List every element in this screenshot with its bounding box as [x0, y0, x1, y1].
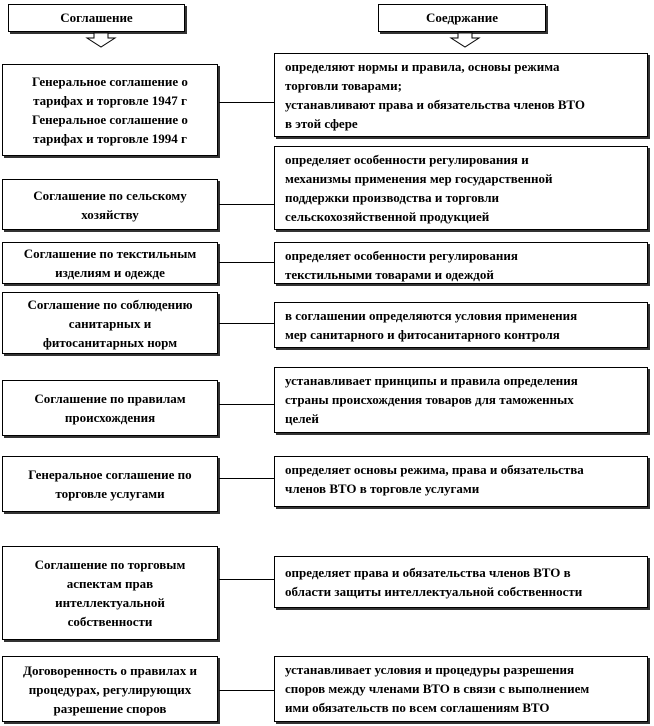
- content-box-textiles: определяет особенности регулирования текстильными товарами и одеждой: [274, 242, 648, 284]
- agreement-box-gatt: Генеральное соглашение о тарифах и торговле 1947 г Генеральное соглашение о тарифах и торговле 1994 г: [2, 64, 218, 156]
- content-box-origin: устанавливает принципы и правила определения страны происхождения товаров для таможенных целей: [274, 367, 648, 433]
- agreement-box-origin: Соглашение по правилам происхождения: [2, 380, 218, 436]
- connector-line: [219, 478, 274, 479]
- content-box-trips: определяет права и обязательства членов ВТО в области защиты интеллектуальной собственности: [274, 556, 648, 608]
- agreement-box-trips: Соглашение по торговым аспектам прав интеллектуальной собственности: [2, 546, 218, 640]
- agreement-box-disputes: Договоренность о правилах и процедурах, регулирующих разрешение споров: [2, 656, 218, 722]
- connector-line: [219, 404, 274, 405]
- header-agreement: Соглашение: [8, 4, 185, 32]
- content-box-services: определяет основы режима, права и обязательства членов ВТО в торговле услугами: [274, 456, 648, 507]
- connector-line: [219, 102, 274, 103]
- agreement-box-services: Генеральное соглашение по торговле услугами: [2, 456, 218, 512]
- connector-line: [219, 579, 274, 580]
- header-content: Соедржание: [378, 4, 546, 32]
- down-arrow-icon: [448, 32, 482, 48]
- connector-line: [219, 690, 274, 691]
- down-arrow-icon: [84, 32, 118, 48]
- agreement-box-sanitary: Соглашение по соблюдению санитарных и фитосанитарных норм: [2, 292, 218, 354]
- content-box-agriculture: определяет особенности регулирования и механизмы применения мер государственной поддержки производства и торговли сельскохозяйственной продукцией: [274, 146, 648, 230]
- connector-line: [219, 204, 274, 205]
- agreement-box-agriculture: Соглашение по сельскому хозяйству: [2, 179, 218, 230]
- connector-line: [219, 323, 274, 324]
- content-box-gatt: определяют нормы и правила, основы режима торговли товарами; устанавливают права и обязательства членов ВТО в этой сфере: [274, 53, 648, 137]
- connector-line: [219, 262, 274, 263]
- content-box-sanitary: в соглашении определяются условия применения мер санитарного и фитосанитарного контроля: [274, 302, 648, 348]
- content-box-disputes: устанавливает условия и процедуры разрешения споров между членами ВТО в связи с выполнением ими обязательств по всем соглашениям ВТО: [274, 656, 648, 722]
- agreement-box-textiles: Соглашение по текстильным изделиям и одежде: [2, 242, 218, 284]
